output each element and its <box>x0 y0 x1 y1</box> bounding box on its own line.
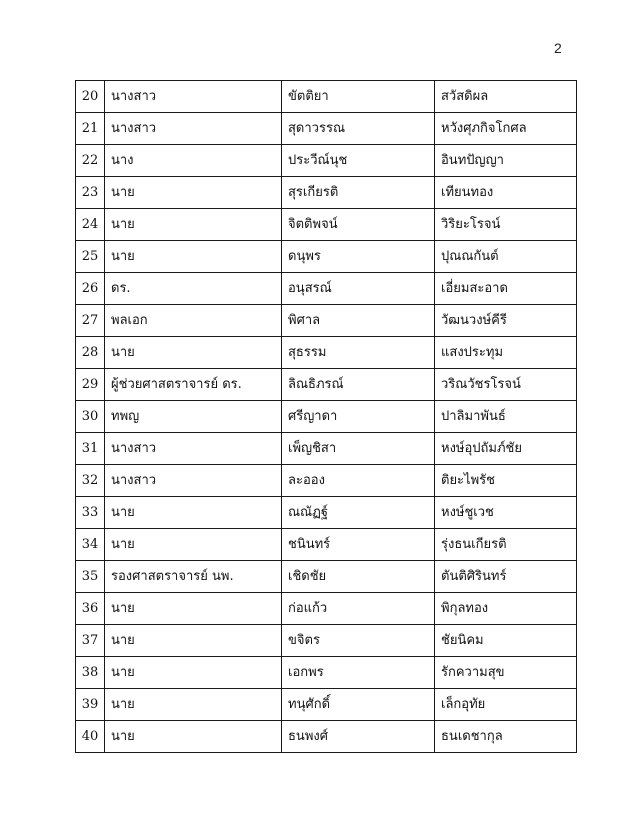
row-title: ทพญ <box>105 401 282 433</box>
table-row <box>76 529 577 561</box>
table-row <box>76 497 577 529</box>
row-last-name: เล็กอุทัย <box>435 689 577 721</box>
row-number: 32 <box>76 465 105 497</box>
table-row <box>76 369 577 401</box>
row-first-name: สุธรรม <box>282 337 435 369</box>
row-first-name: ทนุศักดิ์ <box>282 689 435 721</box>
row-first-name: สุดาวรรณ <box>282 113 435 145</box>
row-number: 37 <box>76 625 105 657</box>
row-number: 35 <box>76 561 105 593</box>
row-first-name: ชนินทร์ <box>282 529 435 561</box>
table-row <box>76 177 577 209</box>
row-number: 34 <box>76 529 105 561</box>
table-row <box>76 625 577 657</box>
row-title: พลเอก <box>105 305 282 337</box>
table-row <box>76 561 577 593</box>
row-first-name: จิตติพจน์ <box>282 209 435 241</box>
row-last-name: ปาลิมาพันธ์ <box>435 401 577 433</box>
row-title: นาย <box>105 689 282 721</box>
row-number: 40 <box>76 721 105 753</box>
row-number: 38 <box>76 657 105 689</box>
row-first-name: เพ็ญชิสา <box>282 433 435 465</box>
row-first-name: ละออง <box>282 465 435 497</box>
row-last-name: ติยะไพรัช <box>435 465 577 497</box>
row-number: 26 <box>76 273 105 305</box>
name-list-table <box>75 80 577 753</box>
table-row <box>76 337 577 369</box>
table-row <box>76 401 577 433</box>
row-last-name: ตันติศิรินทร์ <box>435 561 577 593</box>
row-number: 31 <box>76 433 105 465</box>
table-row <box>76 689 577 721</box>
row-number: 22 <box>76 145 105 177</box>
row-last-name: วริณวัชรโรจน์ <box>435 369 577 401</box>
row-title: นาง <box>105 145 282 177</box>
table-row <box>76 465 577 497</box>
row-first-name: ศรีญาดา <box>282 401 435 433</box>
row-last-name: รุ่งธนเกียรติ <box>435 529 577 561</box>
row-last-name: ปุณณกันต์ <box>435 241 577 273</box>
row-number: 20 <box>76 81 105 113</box>
row-last-name: แสงประทุม <box>435 337 577 369</box>
row-number: 25 <box>76 241 105 273</box>
row-title: รองศาสตราจารย์ นพ. <box>105 561 282 593</box>
row-title: นาย <box>105 721 282 753</box>
row-title: ดร. <box>105 273 282 305</box>
row-number: 24 <box>76 209 105 241</box>
row-last-name: วัฒนวงษ์คีรี <box>435 305 577 337</box>
row-title: นาย <box>105 177 282 209</box>
row-last-name: เอี่ยมสะอาด <box>435 273 577 305</box>
row-last-name: ชัยนิคม <box>435 625 577 657</box>
table-row <box>76 145 577 177</box>
row-title: นาย <box>105 657 282 689</box>
row-first-name: ธนพงศ์ <box>282 721 435 753</box>
row-first-name: พิศาล <box>282 305 435 337</box>
row-title: ผู้ช่วยศาสตราจารย์ ดร. <box>105 369 282 401</box>
table-row <box>76 593 577 625</box>
row-number: 21 <box>76 113 105 145</box>
row-title: นางสาว <box>105 81 282 113</box>
row-first-name: เอกพร <box>282 657 435 689</box>
row-first-name: ขจิตร <box>282 625 435 657</box>
table-row <box>76 657 577 689</box>
row-first-name: ณณัฏฐ์ <box>282 497 435 529</box>
row-title: นาย <box>105 625 282 657</box>
row-first-name: ลิณธิภรณ์ <box>282 369 435 401</box>
name-list-body <box>76 81 577 753</box>
table-row <box>76 273 577 305</box>
row-title: นางสาว <box>105 465 282 497</box>
row-last-name: รักความสุข <box>435 657 577 689</box>
row-title: นาย <box>105 337 282 369</box>
table-row <box>76 721 577 753</box>
row-number: 29 <box>76 369 105 401</box>
row-title: นาย <box>105 497 282 529</box>
table-row <box>76 241 577 273</box>
row-title: นางสาว <box>105 113 282 145</box>
row-last-name: หงษ์อุปถัมภ์ชัย <box>435 433 577 465</box>
row-last-name: พิกุลทอง <box>435 593 577 625</box>
row-number: 33 <box>76 497 105 529</box>
table-row <box>76 209 577 241</box>
row-first-name: สุรเกียรติ <box>282 177 435 209</box>
row-last-name: หวังศุภกิจโกศล <box>435 113 577 145</box>
row-title: นาย <box>105 593 282 625</box>
row-last-name: วิริยะโรจน์ <box>435 209 577 241</box>
table-row <box>76 433 577 465</box>
row-first-name: อนุสรณ์ <box>282 273 435 305</box>
row-title: นาย <box>105 209 282 241</box>
row-last-name: ธนเดชากุล <box>435 721 577 753</box>
row-number: 30 <box>76 401 105 433</box>
row-last-name: สวัสดิผล <box>435 81 577 113</box>
row-last-name: หงษ์ชูเวช <box>435 497 577 529</box>
row-first-name: ประวีณ์นุช <box>282 145 435 177</box>
table-row <box>76 305 577 337</box>
row-last-name: อินทปัญญา <box>435 145 577 177</box>
row-number: 23 <box>76 177 105 209</box>
row-first-name: ขัตติยา <box>282 81 435 113</box>
table-row <box>76 113 577 145</box>
row-number: 39 <box>76 689 105 721</box>
row-last-name: เทียนทอง <box>435 177 577 209</box>
row-number: 28 <box>76 337 105 369</box>
row-first-name: ก่อแก้ว <box>282 593 435 625</box>
row-first-name: เชิดชัย <box>282 561 435 593</box>
row-title: นางสาว <box>105 433 282 465</box>
row-title: นาย <box>105 529 282 561</box>
page-number: 2 <box>554 40 562 56</box>
table-row <box>76 81 577 113</box>
row-number: 27 <box>76 305 105 337</box>
row-first-name: ดนุพร <box>282 241 435 273</box>
row-title: นาย <box>105 241 282 273</box>
row-number: 36 <box>76 593 105 625</box>
